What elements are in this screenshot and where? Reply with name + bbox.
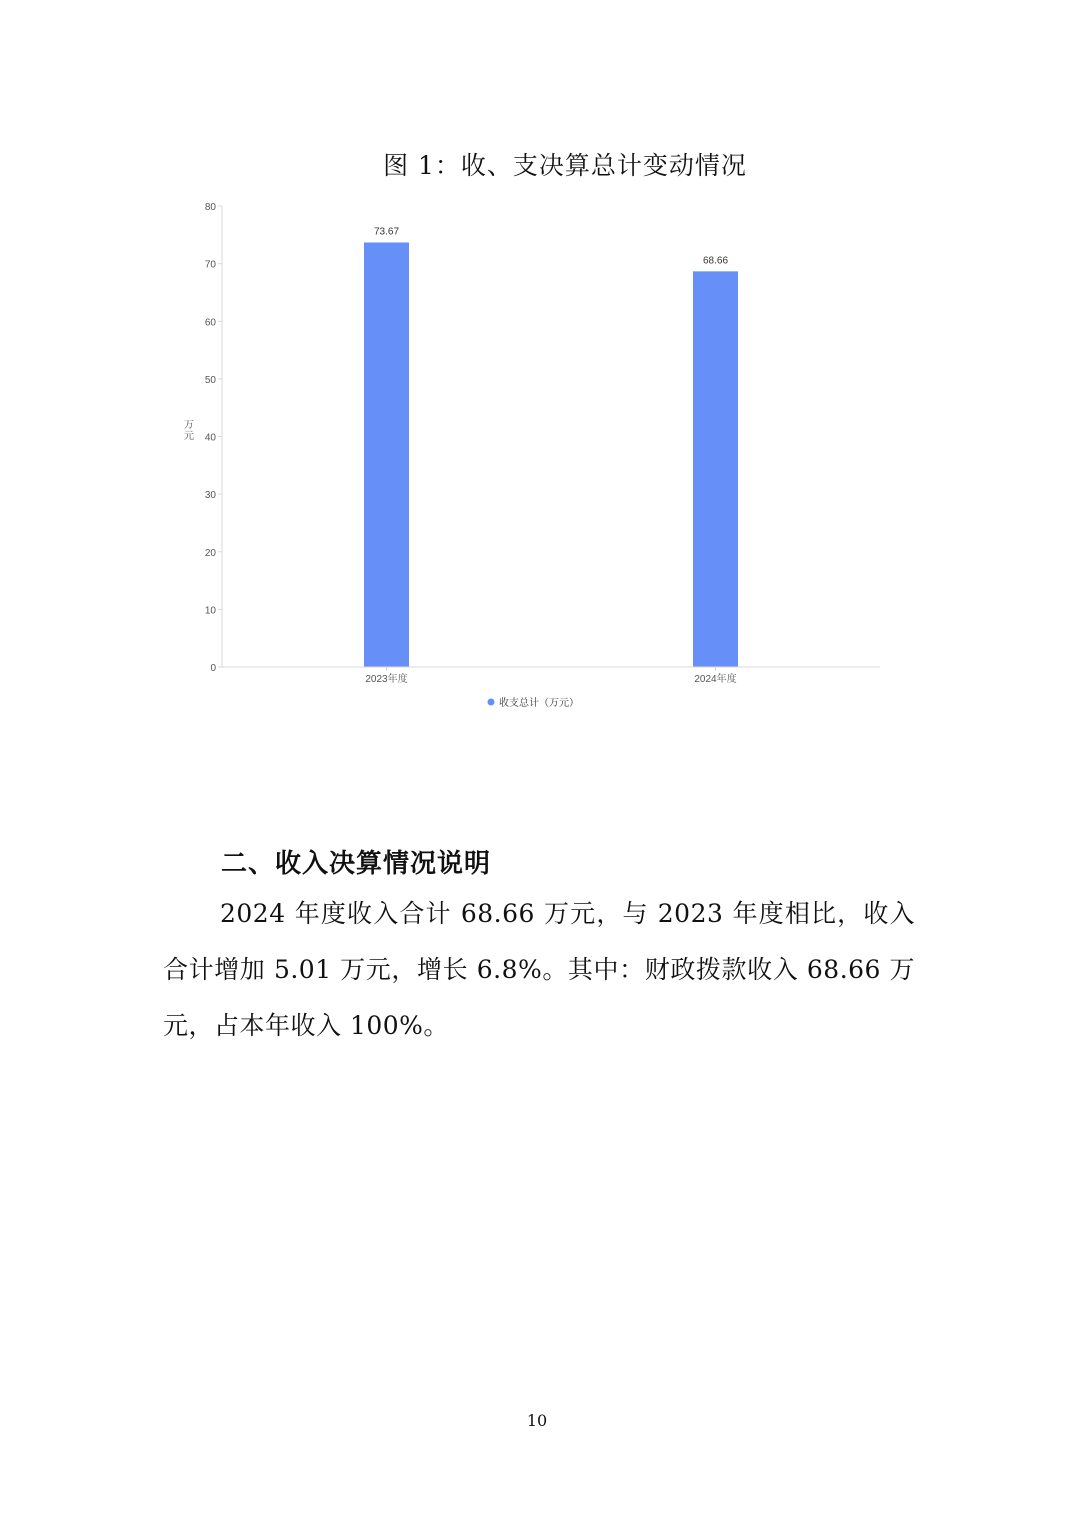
legend-marker [488, 699, 495, 706]
chart-legend [488, 696, 580, 709]
bar-data-label: 68.66 [702, 255, 729, 267]
y-tick-label: 40 [204, 432, 216, 444]
legend-label: 收支总计（万元） [499, 698, 579, 709]
y-tick-label: 70 [204, 259, 216, 271]
y-tick-label: 60 [204, 317, 216, 329]
y-tick-label: 0 [210, 663, 216, 674]
y-tick-label: 20 [204, 547, 216, 559]
y-axis [184, 202, 222, 674]
section-heading: 二、收入决算情况说明 [221, 849, 492, 879]
y-tick-label: 80 [204, 202, 216, 213]
x-axis [222, 667, 880, 685]
bar-2024年度 [693, 271, 738, 667]
y-tick-label: 10 [204, 605, 216, 617]
body-paragraph: 2024 年度收入合计 68.66 万元，与 2023 年度相比，收入合计增加 5.01 万元，增长 6.8%。其中：财政拨款收入 68.66 万元，占本年收入 100%。 [163, 899, 915, 1040]
x-tick-label: 2023年度 [365, 674, 408, 685]
page-number: 10 [526, 1411, 548, 1430]
figure-title: 图 1：收、支决算总计变动情况 [383, 151, 747, 180]
y-tick-label: 30 [204, 490, 216, 502]
x-tick-label: 2024年度 [694, 674, 737, 685]
chart-bars [364, 226, 738, 667]
bar-data-label: 73.67 [373, 226, 400, 238]
y-axis-label: 万元 [184, 420, 194, 442]
bar-2023年度 [364, 242, 409, 667]
y-tick-label: 50 [204, 374, 216, 386]
